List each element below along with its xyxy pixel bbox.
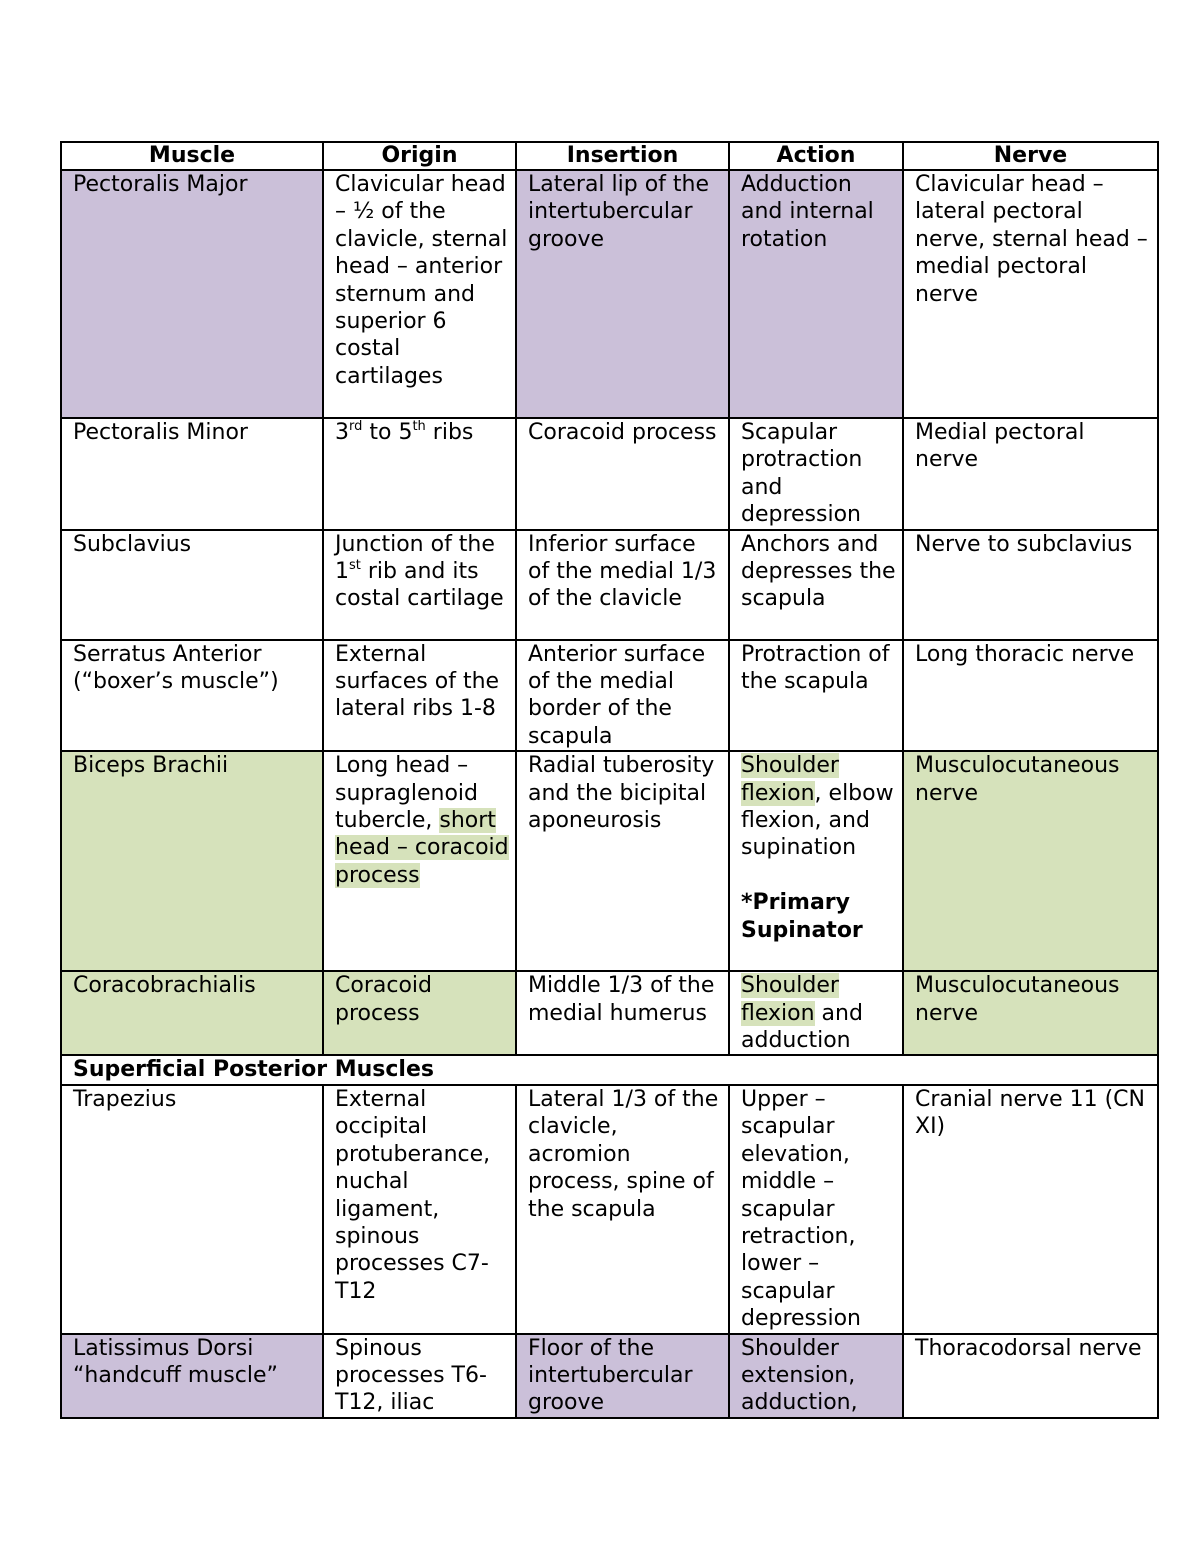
header-row bbox=[61, 142, 1158, 170]
superscript: th bbox=[412, 419, 426, 434]
cell-nerve: Nerve to subclavius bbox=[903, 530, 1158, 640]
action-note: *Primary Supinator bbox=[741, 890, 863, 943]
table-row bbox=[61, 530, 1158, 640]
action-text: , elbow flexion, and supination bbox=[741, 780, 894, 861]
section-heading: Superficial Posterior Muscles bbox=[61, 1055, 1158, 1084]
cell-muscle: Biceps Brachii bbox=[61, 751, 323, 971]
section-row bbox=[61, 1055, 1158, 1084]
cell-nerve: Cranial nerve 11 (CN XI) bbox=[903, 1085, 1158, 1334]
table-row bbox=[61, 1085, 1158, 1334]
cell-muscle: Pectoralis Major bbox=[61, 170, 323, 418]
header-action: Action bbox=[729, 142, 903, 170]
cell-insertion: Floor of the intertubercular groove bbox=[516, 1334, 729, 1418]
cell-insertion: Lateral lip of the intertubercular groove bbox=[516, 170, 729, 418]
cell-insertion: Inferior surface of the medial 1/3 of the clavicle bbox=[516, 530, 729, 640]
header-origin: Origin bbox=[323, 142, 516, 170]
cell-insertion: Anterior surface of the medial border of the scapula bbox=[516, 640, 729, 752]
cell-nerve: Medial pectoral nerve bbox=[903, 418, 1158, 530]
table-row bbox=[61, 1334, 1158, 1418]
origin-text: rib and its costal cartilage bbox=[335, 559, 504, 612]
cell-muscle: Coracobrachialis bbox=[61, 971, 323, 1055]
cell-origin: External occipital protuberance, nuchal ligament, spinous processes C7-T12 bbox=[323, 1085, 516, 1334]
table-row bbox=[61, 418, 1158, 530]
cell-muscle: Subclavius bbox=[61, 530, 323, 640]
cell-origin: Coracoid process bbox=[323, 971, 516, 1055]
cell-action: Protraction of the scapula bbox=[729, 640, 903, 752]
cell-action bbox=[729, 751, 903, 971]
cell-nerve: Thoracodorsal nerve bbox=[903, 1334, 1158, 1418]
cell-origin: Clavicular head – ½ of the clavicle, sternal head – anterior sternum and superior 6 costal cartilages bbox=[323, 170, 516, 418]
cell-nerve: Musculocutaneous nerve bbox=[903, 971, 1158, 1055]
action-text: and adduction bbox=[741, 1000, 863, 1054]
cell-action bbox=[729, 971, 903, 1055]
cell-origin bbox=[323, 530, 516, 640]
superscript: st bbox=[349, 558, 361, 574]
table-row bbox=[61, 751, 1158, 971]
origin-text: to 5 bbox=[362, 420, 413, 445]
highlighted-text: short head – coracoid process bbox=[335, 808, 509, 888]
table-row bbox=[61, 971, 1158, 1055]
cell-origin bbox=[323, 418, 516, 530]
cell-muscle: Pectoralis Minor bbox=[61, 418, 323, 530]
cell-nerve: Clavicular head – lateral pectoral nerve, sternal head – medial pectoral nerve bbox=[903, 170, 1158, 418]
cell-action: Anchors and depresses the scapula bbox=[729, 530, 903, 640]
cell-nerve: Long thoracic nerve bbox=[903, 640, 1158, 752]
cell-muscle: Serratus Anterior (“boxer’s muscle”) bbox=[61, 640, 323, 752]
highlighted-text: Shoulder flexion bbox=[741, 753, 839, 806]
origin-text: Long head – supraglenoid tubercle, bbox=[335, 753, 478, 834]
table-row bbox=[61, 170, 1158, 418]
highlighted-text: Shoulder flexion bbox=[741, 973, 839, 1026]
cell-muscle: Trapezius bbox=[61, 1085, 323, 1334]
cell-origin: External surfaces of the lateral ribs 1-8 bbox=[323, 640, 516, 752]
cell-insertion: Coracoid process bbox=[516, 418, 729, 530]
origin-text: Junction of the 1 bbox=[335, 531, 495, 585]
header-muscle: Muscle bbox=[61, 142, 323, 170]
header-nerve: Nerve bbox=[903, 142, 1158, 170]
origin-text: 3 bbox=[335, 420, 349, 445]
cell-insertion: Middle 1/3 of the medial humerus bbox=[516, 971, 729, 1055]
header-insertion: Insertion bbox=[516, 142, 729, 170]
cell-origin: Spinous processes T6-T12, iliac bbox=[323, 1334, 516, 1418]
cell-action: Scapular protraction and depression bbox=[729, 418, 903, 530]
cell-action: Adduction and internal rotation bbox=[729, 170, 903, 418]
cell-muscle: Latissimus Dorsi “handcuff muscle” bbox=[61, 1334, 323, 1418]
origin-text: ribs bbox=[425, 420, 474, 445]
table-row bbox=[61, 640, 1158, 752]
cell-insertion: Radial tuberosity and the bicipital aponeurosis bbox=[516, 751, 729, 971]
cell-insertion: Lateral 1/3 of the clavicle, acromion process, spine of the scapula bbox=[516, 1085, 729, 1334]
superscript: rd bbox=[349, 419, 363, 434]
cell-action: Upper – scapular elevation, middle – scapular retraction, lower – scapular depression bbox=[729, 1085, 903, 1334]
muscle-table bbox=[60, 141, 1159, 1419]
cell-nerve: Musculocutaneous nerve bbox=[903, 751, 1158, 971]
cell-action: Shoulder extension, adduction, bbox=[729, 1334, 903, 1418]
cell-origin bbox=[323, 751, 516, 971]
